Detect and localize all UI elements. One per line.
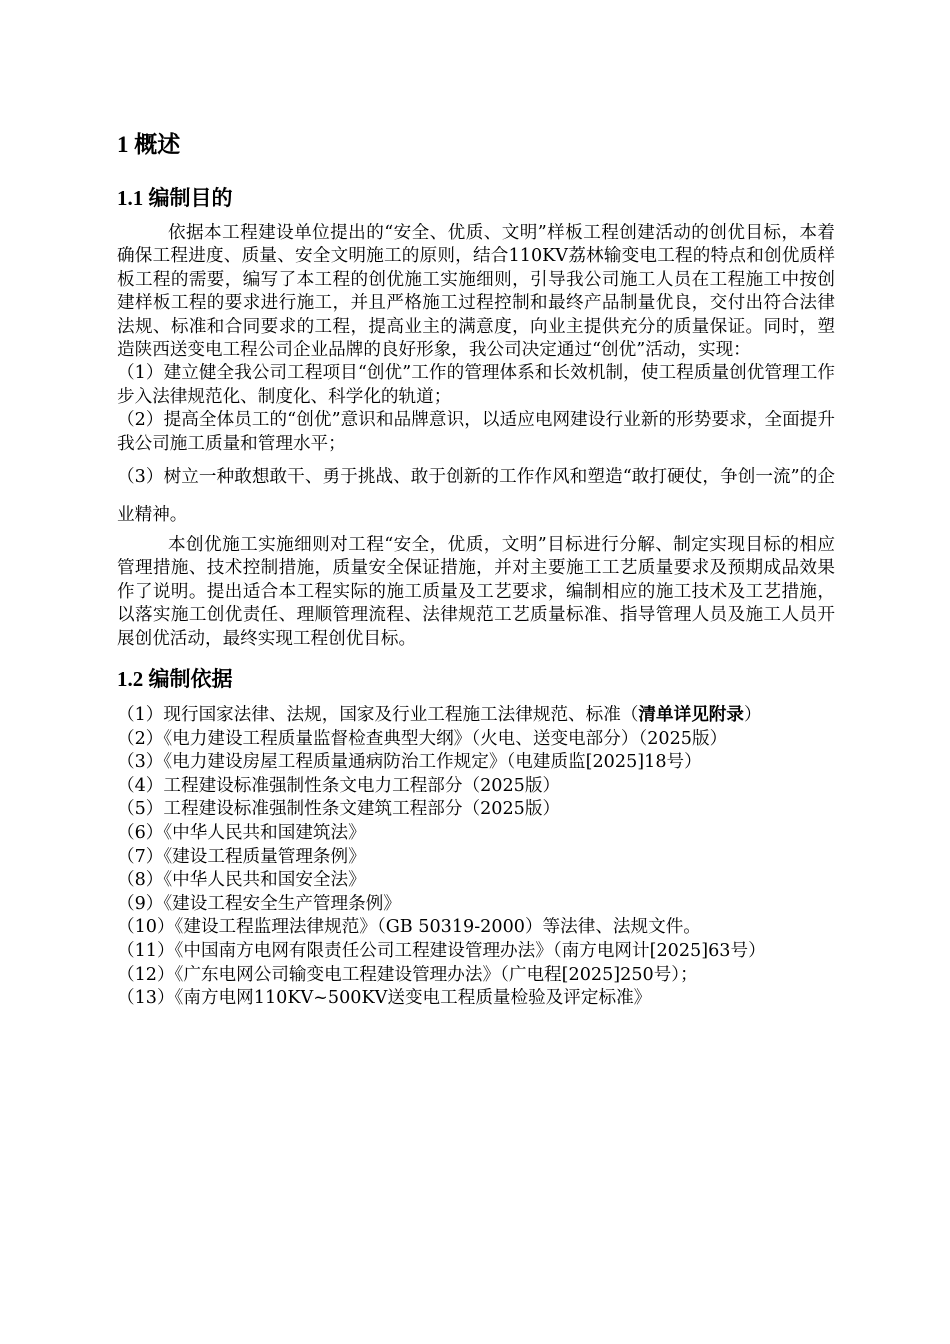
purpose-item-3: （3）树立一种敢想敢干、勇于挑战、敢于创新的工作作风和塑造“敢打硬仗，争创一流”的企业精神。 bbox=[117, 467, 835, 526]
purpose-paragraph: 依据本工程建设单位提出的“安全、优质、文明”样板工程创建活动的创优目标，本着确保工程进度、质量、安全文明施工的原则，结合110KV荔林输变电工程的特点和创优质样板工程的需要，编写了本工程的创优施工实施细则，引导我公司施工人员在工程施工中按创建样板工程的要求进行施工，并且严格施工过程控制和最终产品制量优良，交付出符合法律法规、标准和合同要求的工程，提高业主的满意度，向业主提供充分的质量保证。同时，塑造陕西送变电工程公司企业品牌的良好形象，我公司决定通过“创优”活动，实现： bbox=[117, 223, 835, 361]
reference-item-13: （13）《南方电网110KV~500KV送变电工程质量检验及评定标准》 bbox=[117, 988, 652, 1009]
reference-item-8: （8）《中华人民共和国安全法》 bbox=[117, 870, 366, 891]
reference-item-10: （10）《建设工程监理法律规范》（GB 50319-2000）等法律、法规文件。 bbox=[117, 917, 701, 938]
reference-item-1 bbox=[117, 703, 835, 728]
section-title-1-1: 1.1 编制目的 bbox=[117, 186, 233, 210]
scope-paragraph: 本创优施工实施细则对工程“安全，优质，文明”目标进行分解、制定实现目标的相应管理措施、技术控制措施，质量安全保证措施，并对主要施工工艺质量要求及预期成品效果作了说明。提出适合本工程实际的施工质量及工艺要求，编制相应的施工技术及工艺措施，以落实施工创优责任、理顺管理流程、法律规范工艺质量标准、指导管理人员及施工人员开展创优活动，最终实现工程创优目标。 bbox=[117, 535, 835, 649]
reference-item-12: （12）《广东电网公司输变电工程建设管理办法》（广电程[2025]250号）； bbox=[117, 964, 698, 985]
reference-item-6: （6）《中华人民共和国建筑法》 bbox=[117, 823, 366, 844]
document-content bbox=[117, 130, 835, 1011]
section-title-1-2: 1.2 编制依据 bbox=[117, 667, 233, 692]
reference-item-1-text: （1）现行国家法律、法规，国家及行业工程施工法律规范、标准（ bbox=[117, 705, 639, 726]
chapter-title: 1 概述 bbox=[117, 132, 181, 157]
reference-item-2: （2）《电力建设工程质量监督检查典型大纲》（火电、送变电部分）（2025版） bbox=[117, 728, 728, 749]
purpose-item-2: （2）提高全体员工的“创优”意识和品牌意识，以适应电网建设行业新的形势要求，全面提升我公司施工质量和管理水平； bbox=[117, 410, 835, 454]
reference-item-3: （3）《电力建设房屋工程质量通病防治工作规定》（电建质监[2025]18号） bbox=[117, 752, 702, 773]
reference-item-1-close: ） bbox=[744, 705, 762, 726]
section-1-1 bbox=[117, 184, 835, 651]
reference-item-4: （4）工程建设标准强制性条文电力工程部分（2025版） bbox=[117, 775, 561, 796]
section-1-2 bbox=[117, 665, 835, 1011]
reference-item-7: （7）《建设工程质量管理条例》 bbox=[117, 846, 366, 867]
purpose-item-1: （1）建立健全我公司工程项目“创优”工作的管理体系和长效机制，使工程质量创优管理工作步入法律规范化、制度化、科学化的轨道； bbox=[117, 363, 835, 407]
reference-item-9: （9）《建设工程安全生产管理条例》 bbox=[117, 893, 401, 914]
reference-item-11: （11）《中国南方电网有限责任公司工程建设管理办法》（南方电网计[2025]63号） bbox=[117, 941, 766, 962]
appendix-note: 清单详见附录 bbox=[638, 704, 744, 725]
reference-item-5: （5）工程建设标准强制性条文建筑工程部分（2025版） bbox=[117, 799, 561, 820]
